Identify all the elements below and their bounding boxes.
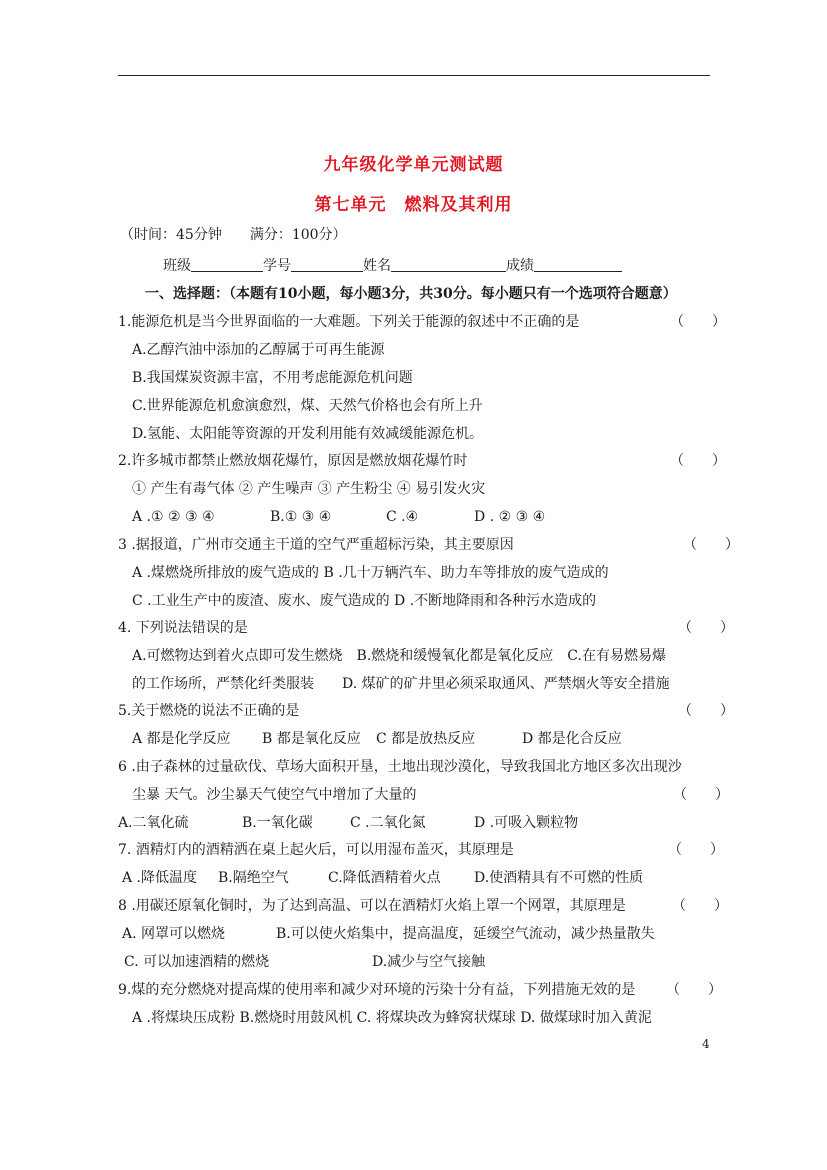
q7-option-d: D.使酒精具有不可燃的性质 — [474, 870, 644, 886]
q7-option-a: A .降低温度 — [122, 870, 198, 886]
class-blank[interactable] — [191, 257, 263, 272]
answer-paren-8[interactable]: （ ） — [672, 898, 728, 914]
q3-options-ab: A .煤燃烧所排放的废气造成的 B .几十万辆汽车、助力车等排放的废气造成的 — [132, 565, 609, 581]
q5-option-b: B 都是氧化反应 — [262, 731, 361, 747]
question-8-stem: 8 .用碳还原氧化铜时，为了达到高温、可以在酒精灯火焰上罩一个网罩，其原理是 — [118, 898, 626, 914]
q2-option-b: B.① ③ ④ — [270, 509, 332, 525]
question-4-stem: 4. 下列说法错误的是 — [118, 620, 248, 636]
name-blank[interactable] — [391, 257, 506, 272]
q8-option-d: D.减少与空气接触 — [372, 954, 486, 970]
q8-option-c: C. 可以加速酒精的燃烧 — [124, 954, 270, 970]
page-title: 九年级化学单元测试题 — [323, 155, 504, 175]
answer-paren-6[interactable]: （ ） — [673, 787, 729, 803]
q2-option-c: C .④ — [386, 509, 419, 525]
question-7-stem: 7. 酒精灯内的酒精洒在桌上起火后，可以用湿布盖灭，其原理是 — [118, 842, 514, 858]
answer-paren-4[interactable]: （ ） — [678, 620, 734, 636]
q6-option-c: C .二氧化氮 — [350, 815, 426, 831]
q6-option-b: B.一氧化碳 — [242, 815, 313, 831]
question-3-stem: 3 .据报道，广州市交通主干道的空气严重超标污染，其主要原因 — [118, 537, 514, 553]
answer-paren-2[interactable]: （ ） — [670, 453, 726, 469]
q4-options-line1: A.可燃物达到着火点即可发生燃烧 B.燃烧和缓慢氧化都是氧化反应 C.在有易燃易爆 — [132, 648, 666, 664]
answer-paren-9[interactable]: （ ） — [666, 982, 722, 998]
page-subtitle: 第七单元 燃料及其利用 — [314, 195, 513, 215]
q6-option-d: D .可吸入颗粒物 — [474, 815, 579, 831]
question-1-stem: 1.能源危机是当今世界面临的一大难题。下列关于能源的叙述中不正确的是 — [118, 314, 580, 330]
q4-options-line2: 的工作场所，严禁化纤类服装 D. 煤矿的矿井里必须采取通风、严禁烟火等安全措施 — [132, 676, 670, 692]
q2-items: ① 产生有毒气体 ② 产生噪声 ③ 产生粉尘 ④ 易引发火灾 — [132, 481, 486, 497]
q1-option-a: A.乙醇汽油中添加的乙醇属于可再生能源 — [132, 342, 385, 358]
q7-option-c: C.降低酒精着火点 — [328, 870, 441, 886]
class-label: 班级 — [163, 258, 191, 274]
q6-option-a: A.二氧化硫 — [118, 815, 189, 831]
q8-option-a: A. 网罩可以燃烧 — [122, 926, 226, 942]
q9-options: A .将煤块压成粉 B.燃烧时用鼓风机 C. 将煤块改为蜂窝状煤球 D. 做煤球时加入黄泥 — [132, 1010, 652, 1026]
answer-paren-7[interactable]: （ ） — [668, 842, 724, 858]
answer-paren-1[interactable]: （ ） — [670, 314, 726, 330]
q5-option-d: D 都是化合反应 — [522, 731, 622, 747]
score-blank[interactable] — [534, 257, 622, 272]
question-9-stem: 9.煤的充分燃烧对提高煤的使用率和减少对环境的污染十分有益，下列措施无效的是 — [118, 982, 636, 998]
number-label: 学号 — [263, 258, 291, 274]
header-rule — [118, 75, 710, 76]
page-number: 4 — [702, 1037, 710, 1051]
question-6-stem-line2: 尘暴 天气。沙尘暴天气使空气中增加了大量的 — [132, 787, 417, 803]
q5-option-c: C 都是放热反应 — [376, 731, 476, 747]
q5-option-a: A 都是化学反应 — [132, 731, 231, 747]
q2-option-a: A .① ② ③ ④ — [132, 509, 215, 525]
section-heading: 一、选择题：（本题有10小题，每小题3分，共30分。每小题只有一个选项符合题意） — [145, 286, 677, 302]
q1-option-c: C.世界能源危机愈演愈烈，煤、天然气价格也会有所上升 — [132, 398, 483, 414]
question-6-stem-line1: 6 .由子森林的过量砍伐、草场大面积开垦，土地出现沙漠化，导致我国北方地区多次出现沙 — [118, 759, 682, 775]
question-2-stem: 2.许多城市都禁止燃放烟花爆竹，原因是燃放烟花爆竹时 — [118, 453, 468, 469]
number-blank[interactable] — [291, 257, 363, 272]
score-label: 成绩 — [506, 258, 534, 274]
q8-option-b: B.可以使火焰集中，提高温度，延缓空气流动，减少热量散失 — [276, 926, 655, 942]
exam-info: （时间：45分钟 满分：100分） — [120, 227, 347, 243]
q1-option-b: B.我国煤炭资源丰富，不用考虑能源危机问题 — [132, 370, 413, 386]
q1-option-d: D.氢能、太阳能等资源的开发利用能有效减缓能源危机。 — [132, 426, 484, 442]
question-5-stem: 5.关于燃烧的说法不正确的是 — [118, 703, 300, 719]
answer-paren-5[interactable]: （ ） — [678, 703, 734, 719]
student-info-row — [163, 257, 622, 275]
answer-paren-3[interactable]: （ ） — [683, 537, 739, 553]
q2-option-d: D . ② ③ ④ — [474, 509, 546, 525]
name-label: 姓名 — [363, 258, 391, 274]
q7-option-b: B.隔绝空气 — [218, 870, 289, 886]
q3-options-cd: C .工业生产中的废渣、废水、废气造成的 D .不断地降雨和各种污水造成的 — [132, 593, 597, 609]
